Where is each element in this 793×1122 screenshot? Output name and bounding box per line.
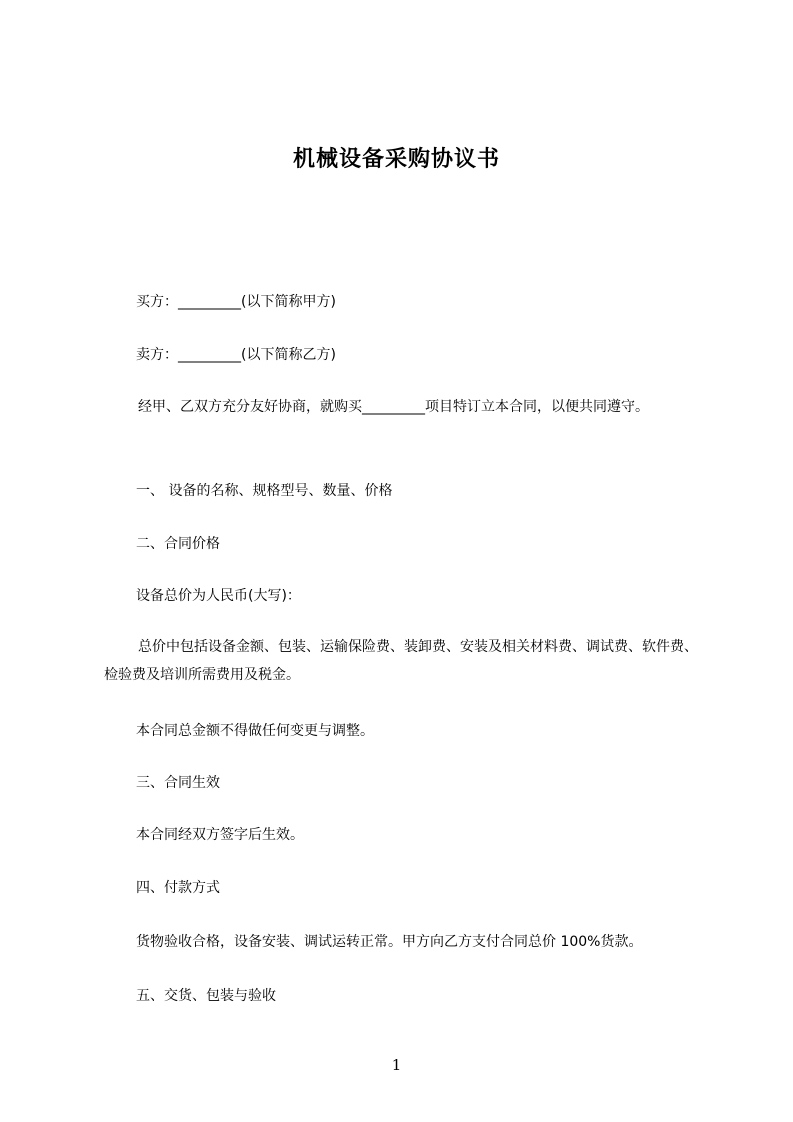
document-title: 机械设备采购协议书 [292, 147, 500, 172]
seller-line: 卖方：_________(以下简称乙方) [136, 347, 336, 363]
section-heading-4: 四、付款方式 [136, 880, 220, 896]
effective-line: 本合同经双方签字后生效。 [136, 827, 304, 843]
section-heading-5: 五、交货、包装与验收 [136, 988, 276, 1004]
preamble-paragraph: 经甲、乙双方充分友好协商，就购买_________项目特订立本合同，以便共同遵守。 [138, 399, 649, 415]
payment-line: 货物验收合格，设备安装、调试运转正常。甲方向乙方支付合同总价 100%货款。 [136, 934, 643, 950]
section-heading-3: 三、合同生效 [136, 775, 220, 791]
buyer-line: 买方：_________(以下简称甲方) [136, 294, 336, 310]
no-change-line: 本合同总金额不得做任何变更与调整。 [136, 723, 374, 739]
section-heading-2: 二、合同价格 [136, 536, 220, 552]
total-price-line: 设备总价为人民币(大写)： [136, 588, 301, 604]
section-heading-1: 一、 设备的名称、规格型号、数量、价格 [136, 483, 393, 499]
price-includes-paragraph: 总价中包括设备金额、包装、运输保险费、装卸费、安装及相关材料费、调试费、软件费、检验费及培训所需费用及税金。 [104, 639, 698, 683]
page-number: 1 [391, 1056, 402, 1074]
